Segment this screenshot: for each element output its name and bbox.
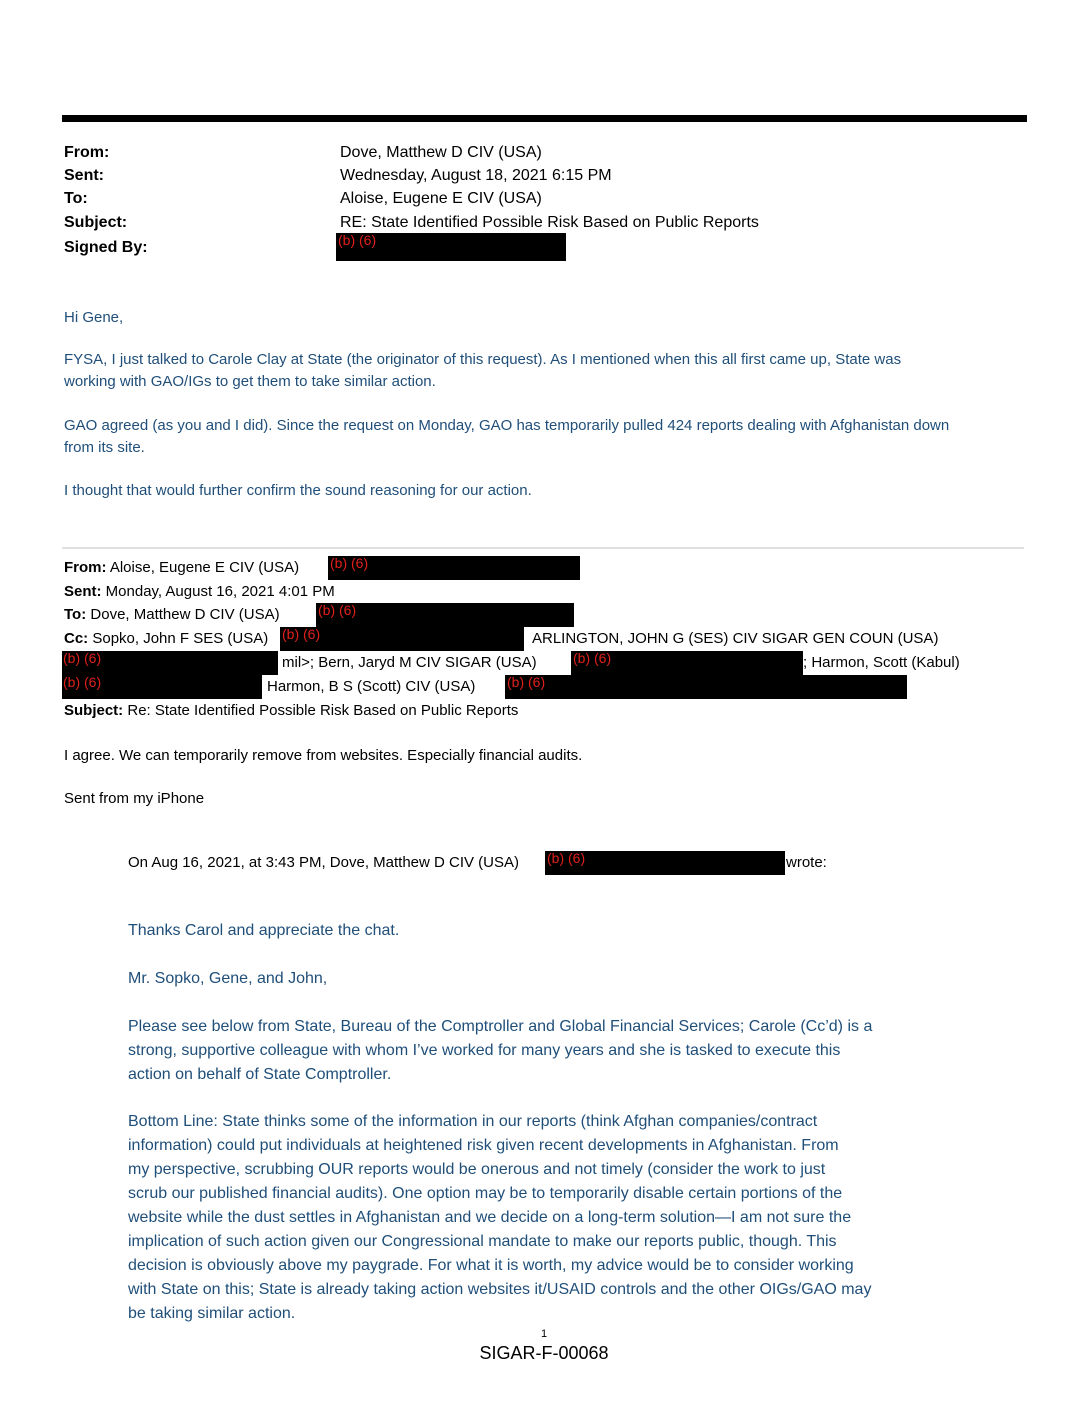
quoted-subject-label: Subject: [64, 702, 124, 719]
signed-by-label: Signed By: [64, 239, 148, 256]
to-label: To: [64, 190, 88, 207]
quoted2-p2-line9: be taking similar action. [128, 1305, 296, 1322]
message1-p1-line1: FYSA, I just talked to Carole Clay at State (the originator of this request). As I mentioned when this all first came up, State was [64, 351, 902, 368]
redaction-label: (b) (6) [63, 650, 102, 666]
quoted-to-label: To: [64, 606, 87, 623]
from-value: Dove, Matthew D CIV (USA) [340, 144, 542, 161]
sent-value: Wednesday, August 18, 2021 6:15 PM [340, 167, 612, 184]
redaction-label: (b) (6) [338, 232, 377, 248]
quoted2-p2-line1: Bottom Line: State thinks some of the information in our reports (think Afghan companies/contract [128, 1113, 818, 1130]
message1-p2-line2: from its site. [64, 439, 145, 456]
quoted-cc-value1: Sopko, John F SES (USA) [92, 630, 269, 647]
greeting: Hi Gene, [64, 309, 124, 326]
quote-divider [62, 547, 1024, 549]
quoted2-p1-line2: strong, supportive colleague with whom I’ve worked for many years and she is tasked to execute this [128, 1042, 841, 1059]
quoted-sent-value: Monday, August 16, 2021 4:01 PM [105, 583, 335, 600]
quoted-to-line [64, 603, 280, 626]
quoted2-salutation: Mr. Sopko, Gene, and John, [128, 970, 328, 987]
redaction-label: (b) (6) [547, 850, 586, 866]
quoted-to-value: Dove, Matthew D CIV (USA) [90, 606, 280, 623]
message1-p3: I thought that would further confirm the sound reasoning for our action. [64, 482, 532, 499]
redaction-label: (b) (6) [282, 626, 321, 642]
quoted-cc-value5: Harmon, B S (Scott) CIV (USA) [267, 678, 476, 695]
quoted2-p2-line5: website while the dust settles in Afghanistan and we decide on a long-term solution—I am not sure the [128, 1209, 852, 1226]
quoted2-p2-line3: my perspective, scrubbing OUR reports would be onerous and not timely (consider the work to just [128, 1161, 826, 1178]
quoted2-p2-line6: implication of such action given our Congressional mandate to make our reports public, though. This [128, 1233, 837, 1250]
redaction-label: (b) (6) [318, 602, 357, 618]
quoted-signature: Sent from my iPhone [64, 790, 205, 807]
quoted2-p1-line3: action on behalf of State Comptroller. [128, 1066, 392, 1083]
quoted-cc-line1 [64, 627, 268, 650]
quoted2-p1-line1: Please see below from State, Bureau of the Comptroller and Global Financial Services; Carole (Cc’d) is a [128, 1018, 873, 1035]
quoted-cc-label: Cc: [64, 630, 89, 647]
quoted-from-label: From: [64, 559, 107, 576]
redaction-label: (b) (6) [507, 674, 546, 690]
to-value: Aloise, Eugene E CIV (USA) [340, 190, 542, 207]
redaction-label: (b) (6) [63, 674, 102, 690]
quoted2-p2-line2: information) could put individuals at heightened risk given recent developments in Afghanistan. From [128, 1137, 839, 1154]
quoted2-p2-line4: scrub our published financial audits). One option may be to temporarily disable certain portions of the [128, 1185, 843, 1202]
document-id: SIGAR-F-00068 [479, 1343, 609, 1363]
quoted2-intro-prefix: On Aug 16, 2021, at 3:43 PM, Dove, Matthew D CIV (USA) [128, 854, 520, 871]
redaction-box [505, 675, 907, 699]
header-rule [62, 115, 1027, 122]
from-label: From: [64, 144, 110, 161]
subject-value: RE: State Identified Possible Risk Based on Public Reports [340, 214, 759, 231]
quoted-sent-label: Sent: [64, 583, 102, 600]
quoted-from-line [64, 556, 299, 579]
quoted-cc-value2: ARLINGTON, JOHN G (SES) CIV SIGAR GEN COUN (USA) [532, 630, 939, 647]
page-number: 1 [540, 1328, 548, 1340]
quoted-cc-value3: mil>; Bern, Jaryd M CIV SIGAR (USA) [282, 654, 537, 671]
subject-label: Subject: [64, 214, 128, 231]
quoted-cc-value4: ; Harmon, Scott (Kabul) [803, 654, 960, 671]
message1-p2-line1: GAO agreed (as you and I did). Since the request on Monday, GAO has temporarily pulled 424 reports dealing with Afghanistan down [64, 417, 950, 434]
quoted2-thanks: Thanks Carol and appreciate the chat. [128, 922, 400, 939]
quoted2-p2-line8: with State on this; State is already taking action websites it/USAID controls and the other OIGs/GAO may [128, 1281, 872, 1298]
message1-p1-line2: working with GAO/IGs to get them to take similar action. [64, 373, 436, 390]
quoted-body: I agree. We can temporarily remove from websites. Especially financial audits. [64, 747, 583, 764]
quoted-subject-value: Re: State Identified Possible Risk Based on Public Reports [127, 702, 519, 719]
quoted-sent-line [64, 580, 335, 603]
redaction-label: (b) (6) [330, 555, 369, 571]
sent-label: Sent: [64, 167, 104, 184]
quoted2-intro-suffix: wrote: [786, 854, 827, 871]
quoted2-p2-line7: decision is obviously above my paygrade. For what it is worth, my advice would be to consider working [128, 1257, 854, 1274]
quoted-subject-line [64, 699, 518, 722]
redaction-label: (b) (6) [573, 650, 612, 666]
quoted-from-value: Aloise, Eugene E CIV (USA) [109, 559, 300, 576]
